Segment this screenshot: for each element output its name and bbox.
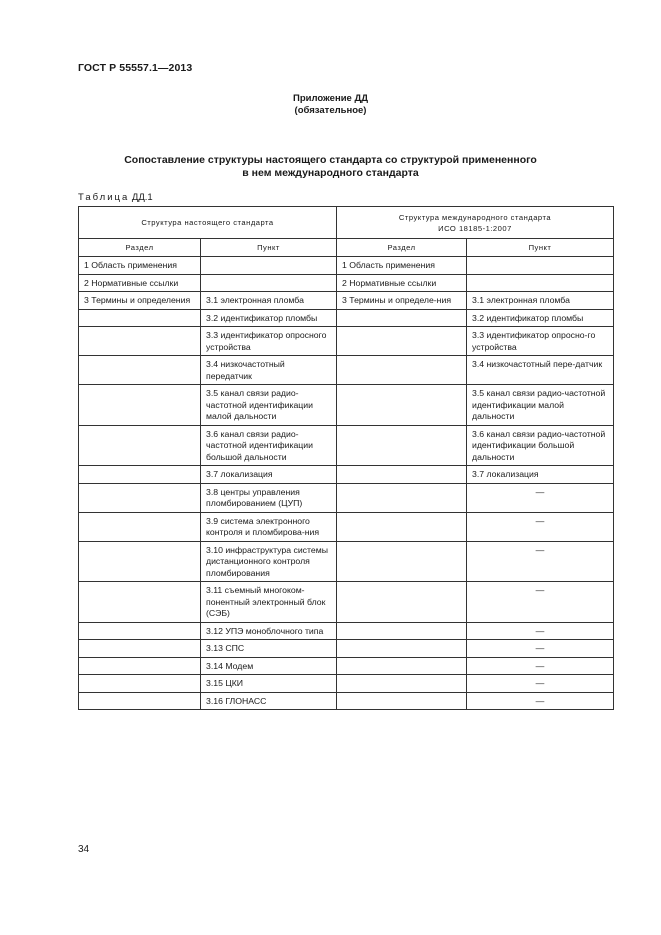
table-cell <box>467 274 614 292</box>
table-cell: 3.1 электронная пломба <box>201 292 337 310</box>
table-cell <box>79 356 201 385</box>
table-row <box>79 425 614 466</box>
table-cell <box>337 582 467 623</box>
table-cell <box>337 309 467 327</box>
table-row <box>79 356 614 385</box>
table-cell: 3.10 инфраструктура системы дистанционного контроля пломбирования <box>201 541 337 582</box>
group-header-international-line1: Структура международного стандарта <box>398 212 552 222</box>
table-row <box>79 541 614 582</box>
table-row <box>79 257 614 275</box>
group-header-international-line2: ИСО 18185-1:2007 <box>438 224 512 233</box>
table-row <box>79 309 614 327</box>
table-cell: 3.3 идентификатор опросно-го устройства <box>467 327 614 356</box>
group-header-national: Структура настоящего стандарта <box>79 207 337 239</box>
table-row <box>79 327 614 356</box>
table-caption-number: ДД.1 <box>129 192 153 203</box>
table-cell: 3.15 ЦКИ <box>201 675 337 693</box>
table-cell: — <box>467 582 614 623</box>
table-cell: 3.11 съемный многоком-понентный электронный блок (СЭБ) <box>201 582 337 623</box>
table-cell: 3.2 идентификатор пломбы <box>467 309 614 327</box>
table-cell: — <box>467 541 614 582</box>
table-cell: 3.7 локализация <box>467 466 614 484</box>
table-cell: 3.6 канал связи радио-частотной идентификации большой дальности <box>467 425 614 466</box>
comparison-table <box>78 206 614 710</box>
table-cell <box>79 657 201 675</box>
table-cell <box>337 385 467 426</box>
table-cell: 3.4 низкочастотный пере-датчик <box>467 356 614 385</box>
table-cell: — <box>467 483 614 512</box>
table-cell <box>79 640 201 658</box>
table-cell: 3.7 локализация <box>201 466 337 484</box>
table-cell: 3.4 низкочастотный передатчик <box>201 356 337 385</box>
table-cell: 2 Нормативные ссылки <box>79 274 201 292</box>
table-cell <box>337 675 467 693</box>
table-cell: — <box>467 512 614 541</box>
table-cell <box>79 309 201 327</box>
table-cell: 2 Нормативные ссылки <box>337 274 467 292</box>
group-header-international <box>337 207 614 239</box>
table-row <box>79 483 614 512</box>
annex-title: Приложение ДД <box>293 93 368 104</box>
table-caption <box>78 192 153 203</box>
table-cell: 3.2 идентификатор пломбы <box>201 309 337 327</box>
table-cell <box>337 640 467 658</box>
table-cell <box>201 257 337 275</box>
table-cell <box>79 425 201 466</box>
table-row <box>79 640 614 658</box>
table-cell: 3 Термины и определе-ния <box>337 292 467 310</box>
table-cell <box>201 274 337 292</box>
table-cell: 1 Область применения <box>79 257 201 275</box>
table-cell <box>337 425 467 466</box>
table-row <box>79 675 614 693</box>
table-cell <box>337 657 467 675</box>
table-cell <box>337 466 467 484</box>
section-title-line-1: Сопоставление структуры настоящего стандарта со структурой примененного <box>124 154 537 166</box>
col-header-section: Раздел <box>79 239 201 257</box>
table-cell <box>467 257 614 275</box>
table-row <box>79 622 614 640</box>
table-cell: 3.13 СПС <box>201 640 337 658</box>
page-number: 34 <box>78 844 90 855</box>
table-cell <box>79 483 201 512</box>
table-cell: 3.3 идентификатор опросного устройства <box>201 327 337 356</box>
table-cell: 3.14 Модем <box>201 657 337 675</box>
table-cell: — <box>467 692 614 710</box>
table-row <box>79 466 614 484</box>
table-caption-prefix: Таблица <box>78 192 130 203</box>
table-cell <box>79 466 201 484</box>
table-cell <box>79 692 201 710</box>
col-header-clause-intl: Пункт <box>467 239 614 257</box>
section-title-line-2: в нем международного стандарта <box>242 167 419 179</box>
table-cell: — <box>467 675 614 693</box>
table-cell: 3.9 система электронного контроля и пломбирова-ния <box>201 512 337 541</box>
table-cell: 3.8 центры управления пломбированием (ЦУП) <box>201 483 337 512</box>
table-cell: 3.5 канал связи радио-частотной идентификации малой дальности <box>467 385 614 426</box>
table-cell <box>79 327 201 356</box>
annex-status: (обязательное) <box>294 105 367 116</box>
table-cell: 3.12 УПЭ моноблочного типа <box>201 622 337 640</box>
table-cell: 3.16 ГЛОНАСС <box>201 692 337 710</box>
table-row <box>79 292 614 310</box>
table-cell: — <box>467 657 614 675</box>
document-id: ГОСТ Р 55557.1—2013 <box>78 62 193 74</box>
table-cell <box>79 512 201 541</box>
table-cell <box>79 541 201 582</box>
table-cell: 3.5 канал связи радио-частотной идентификации малой дальности <box>201 385 337 426</box>
table-row <box>79 582 614 623</box>
table-row <box>79 385 614 426</box>
table-cell <box>337 356 467 385</box>
table-cell: — <box>467 622 614 640</box>
table-cell <box>337 622 467 640</box>
table-cell <box>337 327 467 356</box>
table-row <box>79 657 614 675</box>
col-header-clause: Пункт <box>201 239 337 257</box>
table-cell <box>337 541 467 582</box>
table-cell: 3.6 канал связи радио-частотной идентификации большой дальности <box>201 425 337 466</box>
table-row <box>79 512 614 541</box>
table-cell <box>337 512 467 541</box>
table-cell <box>79 385 201 426</box>
table-cell: 3.1 электронная пломба <box>467 292 614 310</box>
table-cell: 1 Область применения <box>337 257 467 275</box>
table-cell <box>79 582 201 623</box>
table-cell: 3 Термины и определения <box>79 292 201 310</box>
table-row <box>79 692 614 710</box>
table-cell <box>337 483 467 512</box>
table-row <box>79 274 614 292</box>
table-cell <box>79 622 201 640</box>
table-cell <box>337 692 467 710</box>
table-cell <box>79 675 201 693</box>
col-header-section-intl: Раздел <box>337 239 467 257</box>
table-cell: — <box>467 640 614 658</box>
